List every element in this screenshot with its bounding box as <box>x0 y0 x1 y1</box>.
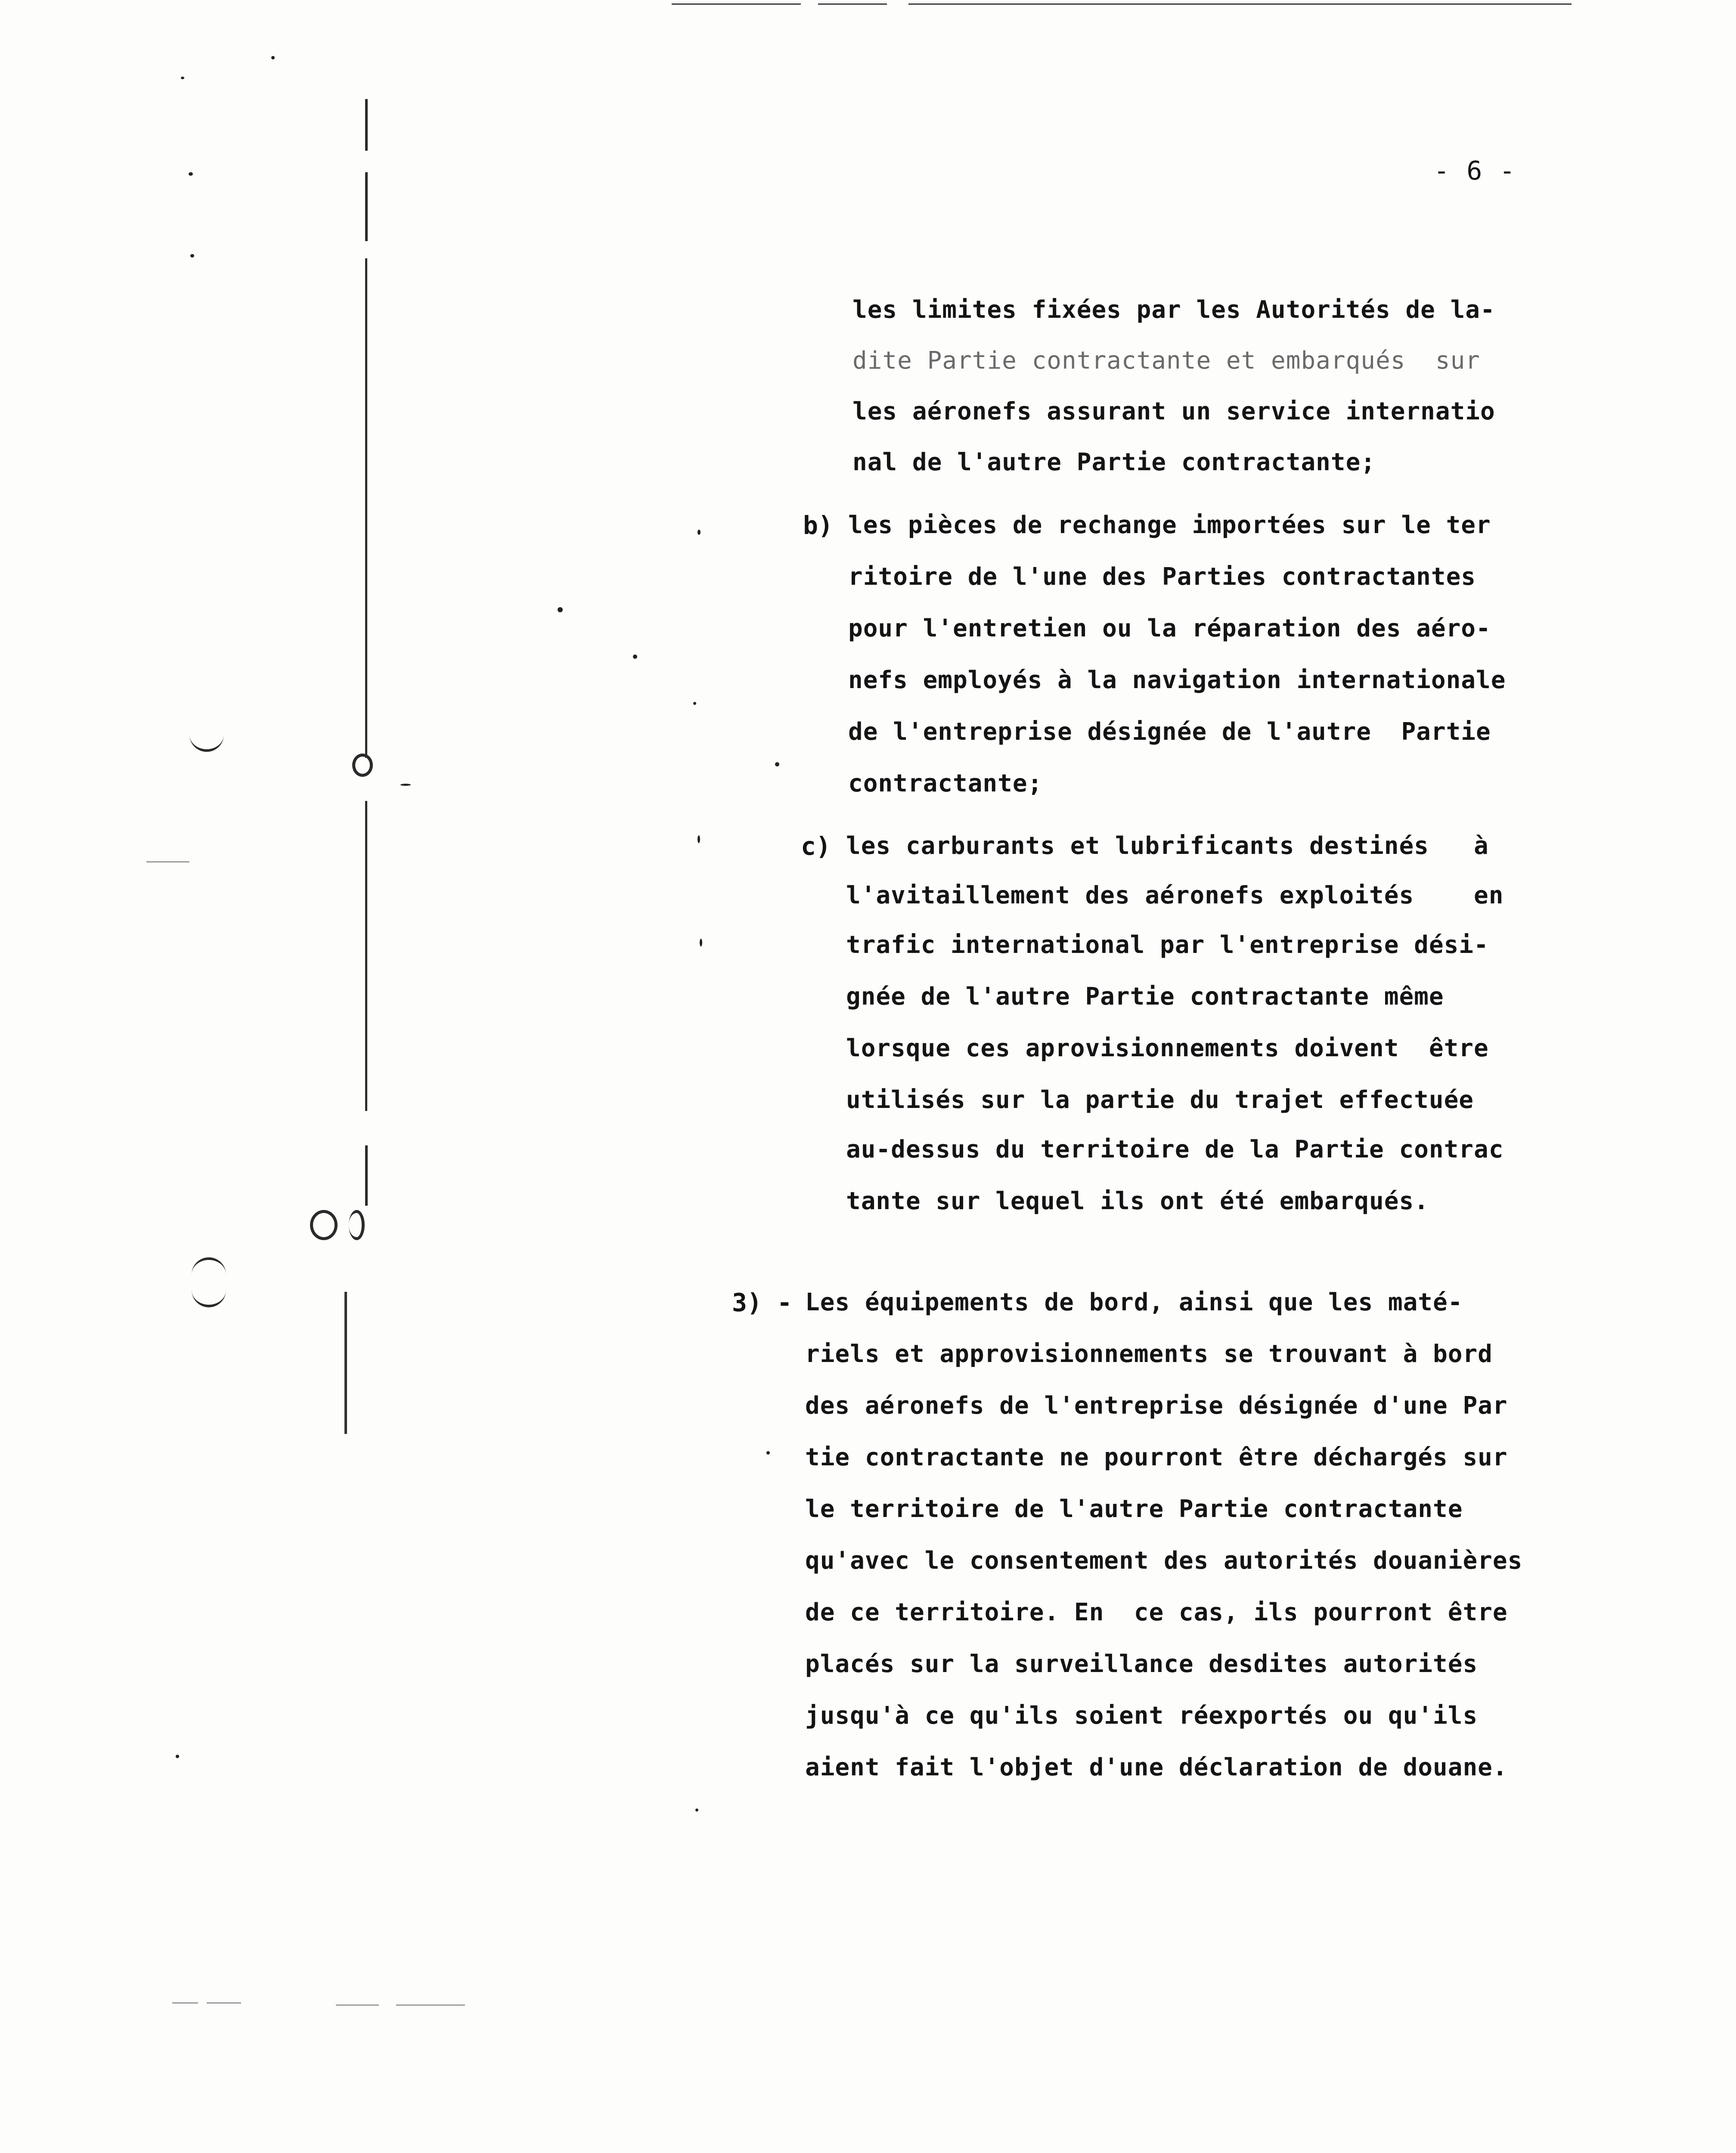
page-number: - 6 - <box>1434 156 1516 186</box>
text-line: l'avitaillement des aéronefs exploités en <box>846 881 1504 909</box>
text-line: qu'avec le consentement des autorités douanières <box>805 1547 1523 1575</box>
binding-hole <box>349 1210 365 1240</box>
text-line: le territoire de l'autre Partie contractante <box>805 1495 1463 1523</box>
margin-arc <box>189 732 224 752</box>
text-line: de ce territoire. En ce cas, ils pourront être <box>805 1598 1508 1626</box>
top-edge-rule <box>672 3 801 5</box>
text-line: dite Partie contractante et embarqués sur <box>852 347 1481 375</box>
top-edge-rule <box>908 3 1572 5</box>
binding-line <box>365 99 368 151</box>
speck <box>693 702 696 705</box>
speck <box>633 655 637 659</box>
text-line: ritoire de l'une des Parties contractantes <box>848 563 1476 591</box>
paragraph-marker-3: 3) - <box>732 1288 792 1317</box>
binding-line <box>365 1145 368 1206</box>
text-line: les pièces de rechange importées sur le ter <box>848 511 1491 539</box>
text-line: de l'entreprise désignée de l'autre Partie <box>848 718 1491 746</box>
binding-line <box>344 1292 347 1434</box>
text-line: nefs employés à la navigation internationale <box>848 666 1506 694</box>
binding-hole <box>352 754 373 777</box>
speck <box>700 939 702 946</box>
speck <box>775 762 779 766</box>
text-line: tie contractante ne pourront être déchargés sur <box>805 1443 1508 1471</box>
item-marker-b: b) <box>803 511 833 540</box>
text-line: trafic international par l'entreprise dési- <box>846 931 1489 959</box>
binding-line <box>365 258 367 758</box>
text-line: Les équipements de bord, ainsi que les maté- <box>805 1288 1463 1316</box>
margin-dash <box>336 2004 379 2006</box>
text-line: riels et approvisionnements se trouvant à bord <box>805 1340 1493 1368</box>
text-line: jusqu'à ce qu'ils soient réexportés ou qu'ils <box>805 1702 1478 1730</box>
speck <box>698 835 700 843</box>
margin-arc <box>192 1257 226 1277</box>
speck <box>766 1451 770 1455</box>
text-line: pour l'entretien ou la réparation des aéro- <box>848 614 1491 642</box>
text-line: les carburants et lubrificants destinés à <box>846 832 1489 860</box>
margin-dash <box>396 2004 465 2006</box>
text-line: gnée de l'autre Partie contractante même <box>846 983 1444 1011</box>
speck <box>400 784 411 786</box>
text-line: des aéronefs de l'entreprise désignée d'une Par <box>805 1392 1508 1420</box>
text-line: tante sur lequel ils ont été embarqués. <box>846 1187 1429 1215</box>
speck <box>189 172 193 176</box>
margin-dash <box>172 2002 198 2004</box>
text-line: les aéronefs assurant un service internatio <box>852 397 1495 425</box>
text-line: aient fait l'objet d'une déclaration de douane. <box>805 1753 1508 1781</box>
speck <box>176 1755 179 1758</box>
text-line: les limites fixées par les Autorités de la- <box>852 296 1495 324</box>
speck <box>558 607 563 612</box>
text-line: nal de l'autre Partie contractante; <box>852 448 1376 476</box>
binding-line <box>365 801 367 1111</box>
binding-line <box>365 172 368 241</box>
speck <box>695 1809 698 1812</box>
speck <box>271 56 275 59</box>
margin-dash <box>146 861 189 862</box>
text-line: au-dessus du territoire de la Partie contrac <box>846 1135 1504 1163</box>
margin-dash <box>207 2002 241 2004</box>
margin-arc <box>192 1287 226 1307</box>
speck <box>181 77 184 79</box>
text-line: placés sur la surveillance desdites autorités <box>805 1650 1478 1678</box>
binding-hole <box>310 1210 338 1240</box>
text-line: utilisés sur la partie du trajet effectuée <box>846 1086 1474 1114</box>
text-line: contractante; <box>848 769 1043 797</box>
text-line: lorsque ces aprovisionnements doivent être <box>846 1034 1489 1062</box>
top-edge-rule <box>818 3 887 5</box>
item-marker-c: c) <box>801 831 831 861</box>
speck <box>190 254 194 257</box>
speck <box>698 530 701 535</box>
